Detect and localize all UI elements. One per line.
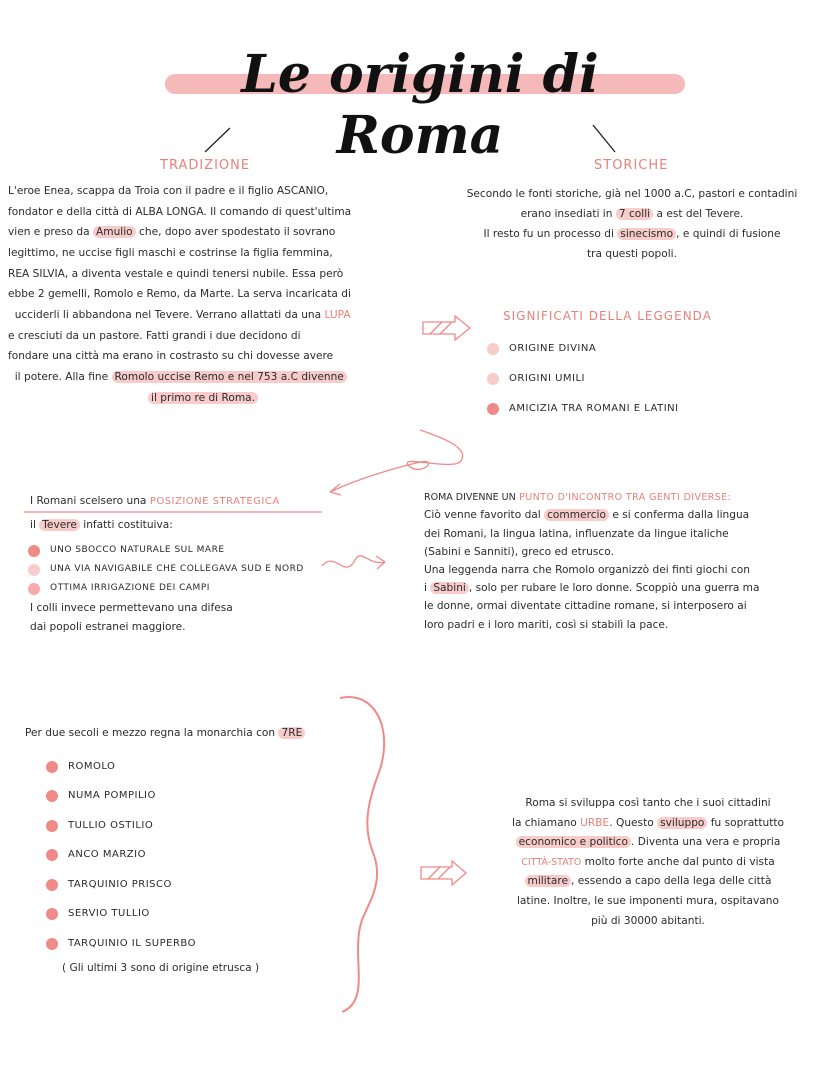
- posizione-subline: [30, 515, 330, 536]
- incontro-text-part: Ciò venne favorito dal: [424, 509, 541, 522]
- tradizione-line: L'eroe Enea, scappa da Troia con il padre e il figlio ASCANIO,: [8, 185, 329, 197]
- tradizione-line: ebbe 2 gemelli, Romolo e Remo, da Marte. La serva incaricata di: [8, 288, 351, 301]
- tradizione-text: [8, 181, 418, 408]
- list-item-label: ORIGINI UMILI: [509, 373, 585, 384]
- posizione-text-part: il: [30, 519, 36, 531]
- list-item-label: UNA VIA NAVIGABILE CHE COLLEGAVA SUD E NORD: [50, 564, 304, 574]
- bullet-dot-icon: [46, 938, 58, 950]
- list-item-label: AMICIZIA TRA ROMANI E LATINI: [509, 403, 679, 414]
- sviluppo-highlight: sviluppo: [657, 817, 707, 829]
- page-title: Le origini di Roma: [241, 44, 599, 166]
- list-item: [28, 579, 304, 598]
- urbe-text-part: la chiamano: [512, 816, 577, 829]
- bullet-dot-icon: [46, 879, 58, 891]
- urbe-line: [470, 872, 826, 892]
- list-item: [487, 394, 679, 424]
- lupa-text: LUPA: [324, 308, 351, 321]
- romolo-highlight: Romolo uccise Remo e nel 753 a.C divenne: [112, 371, 347, 383]
- sinecismo-highlight: sinecismo: [617, 228, 676, 240]
- posizione-closing: [30, 599, 330, 637]
- economico-politico-highlight: economico e politico: [516, 836, 631, 848]
- storiche-text: [440, 184, 824, 265]
- king-name: NUMA POMPILIO: [68, 790, 156, 802]
- posizione-heading: [30, 491, 330, 512]
- list-item: [46, 870, 196, 900]
- posizione-line: I colli invece permettevano una difesa: [30, 602, 233, 614]
- urbe-line: [470, 853, 826, 873]
- tradizione-line: [8, 388, 418, 409]
- primo-re-highlight: il primo re di Roma.: [148, 392, 258, 404]
- posizione-strategica-text: POSIZIONE STRATEGICA: [149, 496, 280, 507]
- bullet-dot-icon: [28, 545, 40, 557]
- incontro-line: (Sabini e Sanniti), greco ed etrusco.: [424, 545, 614, 558]
- punto-incontro-text: PUNTO D'INCONTRO TRA GENTI DIVERSE:: [519, 492, 732, 503]
- bullet-dot-icon: [46, 820, 58, 832]
- sabini-highlight: Sabini: [430, 582, 469, 594]
- bullet-dot-icon: [28, 564, 40, 576]
- bullet-dot-icon: [28, 583, 40, 595]
- list-item: [46, 752, 196, 782]
- urbe-text-part: molto forte anche dal punto di vista: [584, 855, 775, 868]
- list-item-label: ORIGINE DIVINA: [509, 343, 597, 354]
- urbe-text-part: . Diventa una vera e propria: [630, 836, 781, 849]
- bullet-dot-icon: [46, 849, 58, 861]
- significati-list: [487, 334, 679, 424]
- urbe-line: [470, 814, 826, 834]
- tradizione-line: fondare una città ma erano in costrasto su chi dovesse avere: [8, 350, 334, 363]
- swirl-arrow-icon: [330, 430, 463, 492]
- storiche-line: [440, 224, 824, 244]
- tradizione-line: e cresciuti da un pastore. Fatti grandi i due decidono di: [8, 329, 301, 342]
- incontro-text-part: , solo per rubare le loro donne. Scoppiò una guerra ma: [468, 582, 760, 595]
- tradizione-line: ucciderli li abbandona nel Tevere. Verrano allattati da una LUPA: [8, 308, 351, 321]
- urbe-line: più di 30000 abitanti.: [591, 914, 705, 927]
- bullet-dot-icon: [46, 761, 58, 773]
- militare-highlight: militare: [525, 875, 571, 887]
- storiche-line: Secondo le fonti storiche, già nel 1000 a.C, pastori e contadini: [466, 188, 798, 200]
- incontro-line: [424, 579, 824, 597]
- incontro-line: loro padri e i loro mariti, così si stabilì la pace.: [424, 618, 669, 631]
- citta-stato-word: CITTÀ-STATO: [521, 856, 582, 868]
- incontro-line: [424, 488, 824, 506]
- arrow-right-2-icon: [421, 861, 466, 885]
- bullet-dot-icon: [46, 908, 58, 920]
- list-item: [487, 334, 679, 364]
- storiche-line: tra questi popoli.: [587, 248, 677, 261]
- tradizione-line: legittimo, ne uccise figli maschi e costrinse la figlia femmina,: [8, 246, 333, 259]
- king-name: TULLIO OSTILIO: [68, 819, 154, 831]
- monarchia-text-part: Per due secoli e mezzo regna la monarchia con: [25, 727, 276, 739]
- storiche-text-part: Il resto fu un processo di: [483, 228, 614, 241]
- king-name: TARQUINIO IL SUPERBO: [68, 937, 196, 949]
- urbe-text-part: . Questo: [609, 816, 654, 829]
- commercio-highlight: commercio: [544, 509, 609, 521]
- tradizione-line: REA SILVIA, a diventa vestale e quindi tenersi nubile. Essa però: [8, 267, 344, 280]
- list-item: [46, 811, 196, 841]
- urbe-line: latine. Inoltre, le sue imponenti mura, ospitavano: [516, 894, 779, 907]
- tradizione-line: il potere. Alla fine Romolo uccise Remo e nel 753 a.C divenne: [8, 367, 418, 388]
- bullet-dot-icon: [487, 403, 499, 415]
- list-item: [28, 560, 304, 579]
- king-name: SERVIO TULLIO: [68, 908, 150, 920]
- incontro-line: [424, 506, 824, 524]
- list-item: [46, 929, 196, 959]
- list-item: [28, 541, 304, 560]
- storiche-text-part: erano insediati in: [520, 208, 613, 221]
- wiggle-arrow-icon: [322, 556, 385, 567]
- posizione-list: [28, 541, 304, 598]
- king-name: ROMOLO: [68, 760, 116, 772]
- list-item: [46, 900, 196, 930]
- urbe-text: [470, 794, 826, 931]
- posizione-text-part: infatti costituiva:: [83, 519, 173, 531]
- posizione-line: dai popoli estranei maggiore.: [30, 621, 186, 634]
- incontro-text-part: e si conferma dalla lingua: [612, 509, 750, 522]
- tradizione-line: fondator e della città di ALBA LONGA. Il comando di quest'ultima: [8, 205, 352, 218]
- posizione-text-part: I Romani scelsero una: [30, 495, 147, 507]
- incontro-text-part: i: [424, 582, 427, 595]
- urbe-text-part: , essendo a capo della lega delle città: [570, 875, 772, 888]
- bullet-dot-icon: [487, 343, 499, 355]
- storiche-line: [440, 204, 824, 224]
- kings-list: [46, 752, 196, 959]
- incontro-text-part: ROMA DIVENNE UN: [424, 492, 516, 503]
- king-name: TARQUINIO PRISCO: [68, 878, 172, 890]
- incontro-line: dei Romani, la lingua latina, influenzate da lingue italiche: [424, 527, 729, 540]
- list-item: [46, 841, 196, 871]
- bullet-dot-icon: [487, 373, 499, 385]
- significati-heading: SIGNIFICATI DELLA LEGGENDA: [503, 309, 712, 323]
- list-item: [487, 364, 679, 394]
- monarchia-note: ( Gli ultimi 3 sono di origine etrusca ): [62, 962, 260, 974]
- monarchia-intro: [25, 723, 365, 744]
- king-name: ANCO MARZIO: [68, 849, 146, 861]
- sette-colli-highlight: 7 colli: [616, 208, 653, 220]
- incontro-line: le donne, ormai diventate cittadine romane, si interposero ai: [424, 600, 747, 613]
- tradizione-heading: TRADIZIONE: [160, 158, 251, 173]
- urbe-text-part: fu soprattutto: [710, 816, 784, 829]
- storiche-text-part: , e quindi di fusione: [676, 228, 781, 241]
- urbe-line: Roma si sviluppa così tanto che i suoi cittadini: [525, 797, 771, 809]
- list-item-label: UNO SBOCCO NATURALE SUL MARE: [50, 545, 225, 555]
- list-item: [46, 782, 196, 812]
- list-item-label: OTTIMA IRRIGAZIONE DEI CAMPI: [50, 583, 210, 593]
- bullet-dot-icon: [46, 790, 58, 802]
- tradizione-line: vien e preso da Amulio che, dopo aver spodestato il sovrano: [8, 226, 336, 239]
- tevere-highlight: Tevere: [39, 519, 80, 531]
- urbe-word: URBE: [580, 816, 610, 829]
- amulio-highlight: Amulio: [93, 226, 136, 238]
- brace-icon: [340, 697, 384, 1012]
- incontro-line: Una leggenda narra che Romolo organizzò dei finti giochi con: [424, 563, 750, 576]
- urbe-line: [470, 833, 826, 853]
- arrow-right-1-icon: [423, 316, 470, 340]
- sette-re-highlight: 7RE: [278, 727, 305, 739]
- storiche-heading: STORICHE: [594, 158, 669, 173]
- incontro-text: [424, 488, 824, 634]
- storiche-text-part: a est del Tevere.: [656, 208, 744, 221]
